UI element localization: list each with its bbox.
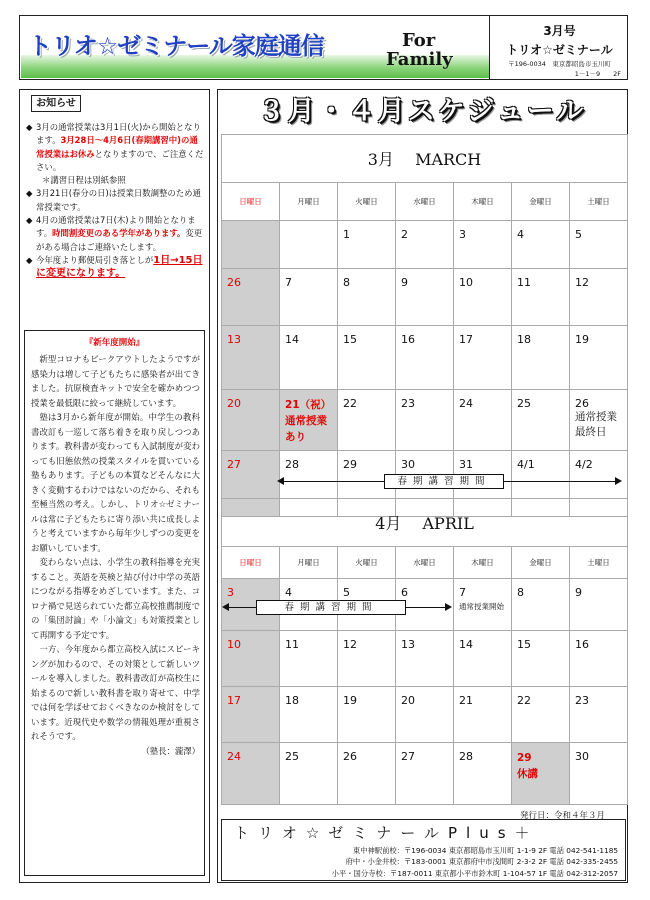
weekday-label: 木曜日 bbox=[454, 547, 512, 579]
day-number: 30 bbox=[575, 750, 589, 763]
branch-line: 東中神駅前校：〒196-0034 東京都昭島市玉川町 1-1-9 2F 電話 042-541-1185 bbox=[352, 846, 618, 855]
day-cell bbox=[570, 390, 628, 451]
notice-item bbox=[26, 254, 206, 281]
day-number: 10 bbox=[227, 638, 241, 651]
branch-line: 府中・小金井校：〒183-0001 東京都府中市浅間町 2-3-2 2F 電話 042-335-2455 bbox=[345, 857, 618, 867]
day-note: 通常授業最終日 bbox=[575, 411, 617, 438]
day-number: 17 bbox=[459, 333, 473, 346]
essay-signature: （塾長：瀧澤） bbox=[141, 745, 200, 756]
weekday-label: 金曜日 bbox=[512, 183, 570, 221]
arrow-head-right bbox=[445, 603, 452, 611]
notice-bullet: ◆ bbox=[26, 122, 33, 132]
day-cell bbox=[512, 269, 570, 326]
day-number: 3 bbox=[227, 586, 234, 599]
notice-item bbox=[26, 187, 206, 214]
day-cell bbox=[222, 687, 280, 743]
session-label: 春期講習期間 bbox=[256, 600, 406, 615]
day-number: 31 bbox=[459, 458, 473, 471]
day-cell bbox=[222, 631, 280, 687]
notice-highlight: 1日→15日に変更になります。 bbox=[36, 254, 203, 280]
weekday-label: 金曜日 bbox=[512, 547, 570, 579]
day-cell bbox=[338, 390, 396, 451]
week-row bbox=[222, 687, 628, 743]
weekday-label: 月曜日 bbox=[280, 183, 338, 221]
day-number: 15 bbox=[517, 638, 531, 651]
day-cell bbox=[338, 687, 396, 743]
day-number: 20 bbox=[227, 397, 241, 410]
week-row bbox=[222, 743, 628, 805]
weekday-label: 水曜日 bbox=[396, 547, 454, 579]
day-cell bbox=[454, 390, 512, 451]
weekday-label: 水曜日 bbox=[396, 183, 454, 221]
newsletter-title: トリオ☆ゼミナール家庭通信 bbox=[28, 32, 324, 60]
march-calendar bbox=[221, 134, 628, 517]
day-number: 22 bbox=[343, 397, 357, 410]
day-number: 8 bbox=[517, 586, 524, 599]
day-cell bbox=[454, 743, 512, 805]
day-number: 12 bbox=[575, 276, 589, 289]
day-cell bbox=[454, 579, 512, 631]
day-number: 16 bbox=[575, 638, 589, 651]
org-name: トリオ☆ゼミナール bbox=[506, 43, 613, 57]
day-cell bbox=[280, 687, 338, 743]
essay-title: 『新年度開始』 bbox=[84, 338, 145, 348]
day-number: 18 bbox=[285, 694, 299, 707]
notice-bullet: ◆ bbox=[26, 188, 33, 199]
notice-highlight: 3月28日～4月6日(春期講習中)の通常授業はお休み bbox=[36, 135, 198, 159]
notice-text: となりますので、ご注意ください。 bbox=[36, 148, 204, 172]
day-number: 5 bbox=[575, 228, 582, 241]
day-cell bbox=[338, 743, 396, 805]
april-calendar bbox=[221, 498, 628, 805]
notice-list bbox=[26, 121, 206, 281]
notice-text: ＊講習日程は別紙参照 bbox=[42, 175, 126, 186]
day-cell bbox=[454, 221, 512, 269]
issue-info bbox=[491, 16, 628, 79]
day-number: 29 bbox=[343, 458, 357, 471]
day-cell-holiday bbox=[280, 390, 338, 451]
day-cell bbox=[222, 326, 280, 390]
day-note: 通常授業開始 bbox=[459, 602, 504, 611]
day-number: 13 bbox=[401, 638, 415, 651]
day-number: 9 bbox=[575, 586, 582, 599]
day-number: 24 bbox=[459, 397, 473, 410]
weekday-label: 木曜日 bbox=[454, 183, 512, 221]
day-cell bbox=[512, 221, 570, 269]
weekday-row bbox=[222, 547, 628, 579]
month-header-row bbox=[222, 135, 628, 183]
session-arrow-march bbox=[277, 474, 622, 488]
day-cell bbox=[454, 631, 512, 687]
day-number: 16 bbox=[401, 333, 415, 346]
arrow-head-right bbox=[615, 477, 622, 485]
week-row bbox=[222, 221, 628, 269]
notice-bullet: ◆ bbox=[26, 215, 33, 226]
weekday-row bbox=[222, 183, 628, 221]
day-number: 1 bbox=[343, 228, 350, 241]
day-cell bbox=[222, 269, 280, 326]
day-cell bbox=[570, 579, 628, 631]
day-cell-closed bbox=[512, 743, 570, 805]
essay-paragraph: 新型コロナもピークアウトしたようですが感染力は増して子どもたちに感染者が出てきました。抗原検査キットで安全を確かめつつ授業を最低限に絞って継続しています。 bbox=[31, 354, 200, 408]
weekday-label: 火曜日 bbox=[338, 547, 396, 579]
issue-label: 3月号 bbox=[543, 24, 576, 38]
day-note: 通常授業あり bbox=[285, 415, 327, 443]
footer-box bbox=[221, 819, 626, 881]
notice-highlight: 時間割変更のある学年があります。 bbox=[52, 228, 186, 239]
day-note: 休講 bbox=[517, 768, 538, 780]
day-number: 23 bbox=[575, 694, 589, 707]
notice-heading: お知らせ bbox=[31, 95, 81, 112]
day-cell bbox=[570, 221, 628, 269]
day-number: 25 bbox=[285, 750, 299, 763]
essay-paragraph: 変わらない点は、小学生の教科指導を充実すること。英語を英検と結び付け中学の英語につながる指導をめざしています。また、コロナ禍で見送られていた都立高校推薦制度での「集団討論」や「小論文」も対策授業として再開する予定です。 bbox=[31, 557, 200, 640]
day-number: 28 bbox=[285, 458, 299, 471]
newsletter-header bbox=[19, 15, 628, 80]
day-cell bbox=[512, 687, 570, 743]
day-cell bbox=[570, 326, 628, 390]
day-cell bbox=[396, 269, 454, 326]
notice-text: 4月の通常授業は7日(木)より開始となります。 bbox=[36, 215, 196, 239]
day-number: 21 bbox=[459, 694, 473, 707]
day-number: 29 bbox=[517, 752, 532, 764]
day-number: 19 bbox=[575, 333, 589, 346]
day-cell bbox=[222, 743, 280, 805]
schedule-title: ３月・４月スケジュール bbox=[257, 96, 587, 127]
notice-bullet: ◆ bbox=[26, 254, 33, 265]
org-address-line1: 〒196-0034 東京都昭島市玉川町 bbox=[508, 60, 611, 68]
day-number: 11 bbox=[285, 638, 299, 651]
branch-line: 小平・国分寺校：〒187-0011 東京都小平市鈴木町 1-104-57 1F 電話 042-312-2057 bbox=[331, 868, 618, 878]
day-cell bbox=[454, 326, 512, 390]
week-row bbox=[222, 269, 628, 326]
day-cell bbox=[396, 631, 454, 687]
day-number: 7 bbox=[285, 276, 292, 289]
weekday-label: 日曜日 bbox=[222, 547, 280, 579]
day-number: 2 bbox=[401, 228, 408, 241]
masthead-for: For bbox=[402, 30, 436, 51]
notice-text: 変更がある場合はご連絡いたします。 bbox=[36, 228, 203, 252]
day-number: 10 bbox=[459, 276, 473, 289]
day-cell bbox=[570, 687, 628, 743]
month-header-row bbox=[222, 499, 628, 547]
month-header: 3月 MARCH bbox=[222, 135, 628, 183]
day-number: 27 bbox=[227, 458, 241, 471]
branch-list bbox=[262, 845, 618, 879]
day-number: 21（祝） bbox=[285, 399, 332, 411]
day-number: 28 bbox=[459, 750, 473, 763]
day-number: 12 bbox=[343, 638, 357, 651]
day-number: 27 bbox=[401, 750, 415, 763]
day-cell bbox=[222, 221, 280, 269]
day-number: 14 bbox=[285, 333, 299, 346]
notice-text: 3月21日(春分の日)は授業日数調整のため通常授業です。 bbox=[36, 188, 201, 212]
day-number: 30 bbox=[401, 458, 415, 471]
day-number: 7 bbox=[459, 586, 466, 599]
day-cell bbox=[512, 390, 570, 451]
session-arrow-april bbox=[222, 600, 452, 615]
day-number: 8 bbox=[343, 276, 350, 289]
day-number: 17 bbox=[227, 694, 241, 707]
day-cell bbox=[280, 743, 338, 805]
day-number: 23 bbox=[401, 397, 415, 410]
day-number: 26 bbox=[575, 397, 589, 410]
day-cell bbox=[280, 269, 338, 326]
week-row bbox=[222, 326, 628, 390]
day-cell bbox=[570, 269, 628, 326]
day-cell bbox=[396, 326, 454, 390]
day-number: 4 bbox=[285, 586, 292, 599]
day-number: 14 bbox=[459, 638, 473, 651]
day-number: 13 bbox=[227, 333, 241, 346]
day-cell bbox=[338, 221, 396, 269]
notice-item bbox=[26, 174, 206, 187]
day-cell bbox=[454, 687, 512, 743]
day-cell bbox=[396, 687, 454, 743]
notice-text: 3月の通常授業は3月1日(火)から開始となります。 bbox=[36, 122, 201, 146]
day-number: 20 bbox=[401, 694, 415, 707]
notice-item bbox=[26, 121, 206, 174]
day-cell bbox=[512, 631, 570, 687]
day-number: 26 bbox=[227, 276, 241, 289]
day-cell bbox=[338, 326, 396, 390]
day-cell bbox=[280, 326, 338, 390]
essay-box bbox=[24, 330, 205, 876]
notice-item bbox=[26, 214, 206, 254]
week-row bbox=[222, 390, 628, 451]
day-number: 19 bbox=[343, 694, 357, 707]
day-number: 24 bbox=[227, 750, 241, 763]
org-address-line2: 1－1－9 2F bbox=[574, 70, 621, 78]
day-cell bbox=[570, 631, 628, 687]
day-cell bbox=[280, 221, 338, 269]
masthead bbox=[20, 16, 490, 79]
day-number: 9 bbox=[401, 276, 408, 289]
month-header: 4月 APRIL bbox=[222, 499, 628, 547]
day-number: 6 bbox=[401, 586, 408, 599]
essay-body bbox=[31, 352, 200, 758]
day-number: 15 bbox=[343, 333, 357, 346]
notice-text: 今年度より郵便局引き落としが bbox=[36, 254, 154, 265]
day-cell bbox=[280, 631, 338, 687]
day-cell bbox=[396, 390, 454, 451]
day-number: 18 bbox=[517, 333, 531, 346]
weekday-label: 日曜日 bbox=[222, 183, 280, 221]
masthead-family: Family bbox=[386, 49, 453, 70]
day-cell bbox=[396, 221, 454, 269]
day-number: 11 bbox=[517, 276, 531, 289]
day-cell bbox=[222, 390, 280, 451]
day-cell bbox=[512, 579, 570, 631]
essay-paragraph: 一方、今年度から都立高校入試にスピーキングが加わるので、その対策として新しいツールを導入しました。教科書改訂が高校生に始まるので新しい教科書を取り寄せて、中学では何を学ばせておくべきなのか検討をしています。近現代史や数学の情報処理が重視されそうです。 bbox=[31, 644, 200, 741]
day-cell bbox=[338, 269, 396, 326]
day-cell bbox=[570, 743, 628, 805]
publication-date: 発行日：令和４年３月 bbox=[520, 811, 606, 821]
day-number: 26 bbox=[343, 750, 357, 763]
week-row bbox=[222, 631, 628, 687]
day-number: 3 bbox=[459, 228, 466, 241]
weekday-label: 土曜日 bbox=[570, 547, 628, 579]
day-cell bbox=[512, 326, 570, 390]
weekday-label: 月曜日 bbox=[280, 547, 338, 579]
day-cell bbox=[454, 269, 512, 326]
day-number: 4/2 bbox=[575, 458, 593, 471]
day-number: 4/1 bbox=[517, 458, 535, 471]
weekday-label: 土曜日 bbox=[570, 183, 628, 221]
weekday-label: 火曜日 bbox=[338, 183, 396, 221]
day-cell bbox=[396, 743, 454, 805]
day-cell bbox=[338, 631, 396, 687]
day-number: 4 bbox=[517, 228, 524, 241]
day-number: 22 bbox=[517, 694, 531, 707]
day-number: 5 bbox=[343, 586, 350, 599]
school-name: トリオ☆ゼミナールPlus＋ bbox=[234, 824, 539, 842]
session-label: 春期講習期間 bbox=[384, 474, 504, 489]
essay-paragraph: 塾は3月から新年度が開始。中学生の教科書改訂も一巡して落ち着きを取り戻しつつあります。教科書が変わっても入試制度が変わっても旧態依然の授業スタイルを貫いている塾もあります。子どもの本質などそんなに大きく変動するわけではないのだから、それも至極当然の考え。しかし、トリオ☆ゼミナールは常に子どもたちに寄り添い共に成長しようと考えていますから毎年少しずつの変更をお願いしています。 bbox=[31, 412, 200, 553]
day-number: 25 bbox=[517, 397, 531, 410]
